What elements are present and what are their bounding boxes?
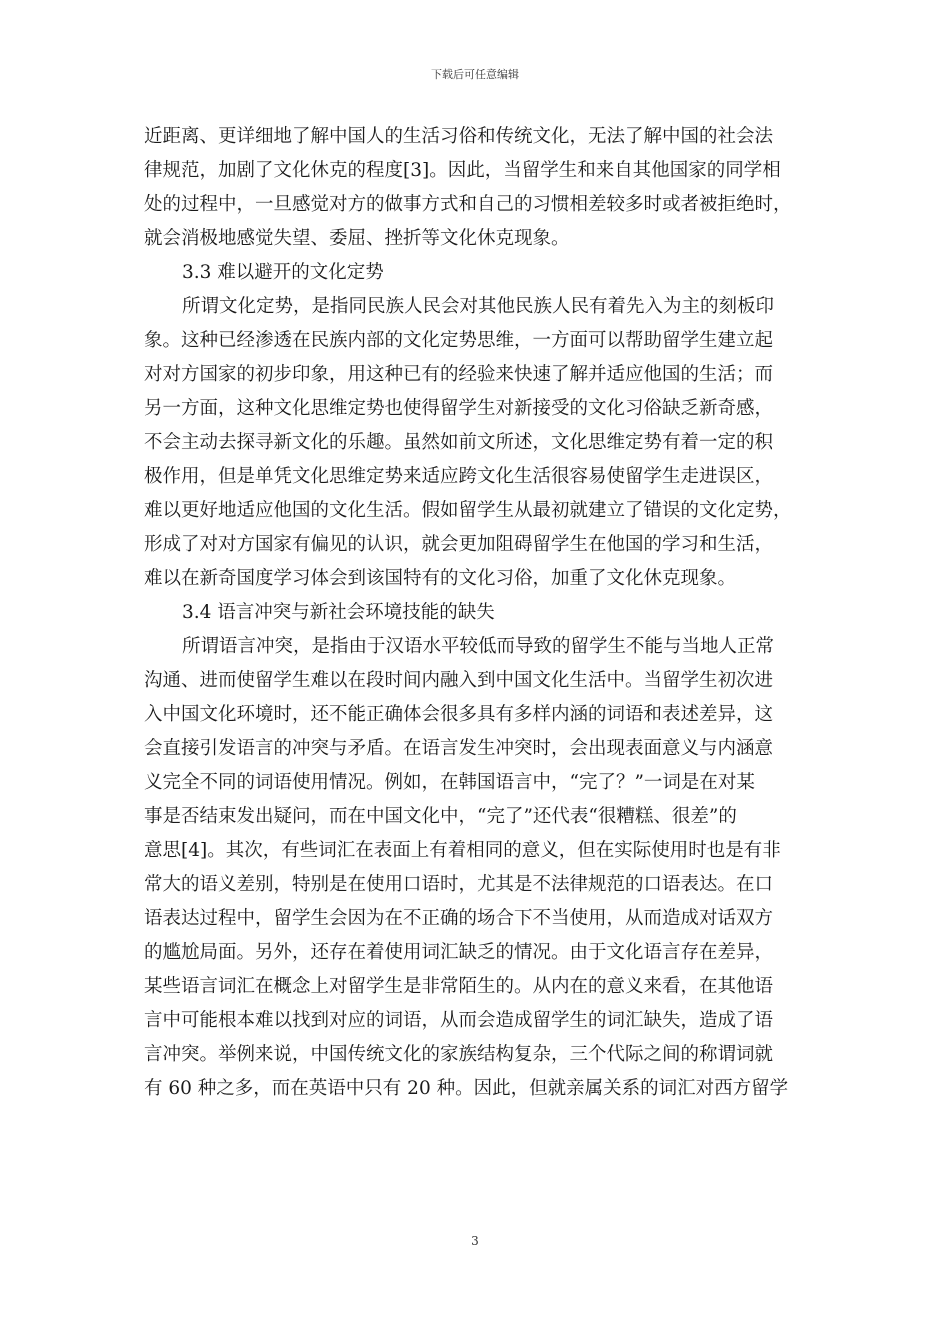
body-line: 沟通、进而使留学生难以在段时间内融入到中国文化生活中。当留学生初次进	[144, 670, 774, 691]
body-line: 言中可能根本难以找到对应的词语，从而会造成留学生的词汇缺失，造成了语	[144, 1010, 774, 1031]
section-heading-3-3: 3.3 难以避开的文化定势	[182, 262, 384, 283]
body-line: 意思[4]。其次，有些词汇在表面上有着相同的意义，但在实际使用时也是有非	[144, 840, 781, 861]
document-body	[144, 120, 808, 1106]
body-line: 极作用，但是单凭文化思维定势来适应跨文化生活很容易使留学生走进误区，	[144, 466, 774, 487]
body-line: 语表达过程中，留学生会因为在不正确的场合下不当使用，从而造成对话双方	[144, 908, 774, 929]
body-line: 难以在新奇国度学习体会到该国特有的文化习俗，加重了文化休克现象。	[144, 568, 737, 589]
page-number: 3	[471, 1234, 479, 1248]
body-line: 另一方面，这种文化思维定势也使得留学生对新接受的文化习俗缺乏新奇感，	[144, 398, 774, 419]
body-line: 有 60 种之多，而在英语中只有 20 种。因此，但就亲属关系的词汇对西方留学	[144, 1078, 789, 1099]
body-line: 不会主动去探寻新文化的乐趣。虽然如前文所述，文化思维定势有着一定的积	[144, 432, 774, 453]
body-line: 处的过程中，一旦感觉对方的做事方式和自己的习惯相差较多时或者被拒绝时，	[144, 194, 792, 215]
section-heading-3-4: 3.4 语言冲突与新社会环境技能的缺失	[182, 602, 495, 623]
body-line: 所谓语言冲突，是指由于汉语水平较低而导致的留学生不能与当地人正常	[182, 636, 775, 657]
page-header: 下载后可任意编辑	[431, 68, 519, 81]
body-line: 义完全不同的词语使用情况。例如，在韩国语言中，“完了？”一词是在对某	[144, 772, 755, 793]
body-line: 入中国文化环境时，还不能正确体会很多具有多样内涵的词语和表述差异，这	[144, 704, 774, 725]
body-line: 某些语言词汇在概念上对留学生是非常陌生的。从内在的意义来看，在其他语	[144, 976, 774, 997]
body-line: 对对方国家的初步印象，用这种已有的经验来快速了解并适应他国的生活；而	[144, 364, 774, 385]
body-line: 律规范，加剧了文化休克的程度[3]。因此，当留学生和来自其他国家的同学相	[144, 160, 781, 181]
body-line: 就会消极地感觉失望、委屈、挫折等文化休克现象。	[144, 228, 570, 249]
body-line: 事是否结束发出疑问，而在中国文化中，“完了”还代表“很糟糕、很差”的	[144, 806, 737, 827]
body-line: 会直接引发语言的冲突与矛盾。在语言发生冲突时，会出现表面意义与内涵意	[144, 738, 774, 759]
body-line: 所谓文化定势，是指同民族人民会对其他民族人民有着先入为主的刻板印	[182, 296, 775, 317]
body-line: 常大的语义差别，特别是在使用口语时，尤其是不法律规范的口语表达。在口	[144, 874, 774, 895]
body-line: 近距离、更详细地了解中国人的生活习俗和传统文化，无法了解中国的社会法	[144, 126, 774, 147]
body-line: 难以更好地适应他国的文化生活。假如留学生从最初就建立了错误的文化定势，	[144, 500, 792, 521]
body-line: 的尴尬局面。另外，还存在着使用词汇缺乏的情况。由于文化语言存在差异，	[144, 942, 774, 963]
body-line: 象。这种已经渗透在民族内部的文化定势思维，一方面可以帮助留学生建立起	[144, 330, 774, 351]
body-line: 形成了对对方国家有偏见的认识，就会更加阻碍留学生在他国的学习和生活，	[144, 534, 774, 555]
body-line: 言冲突。举例来说，中国传统文化的家族结构复杂，三个代际之间的称谓词就	[144, 1044, 774, 1065]
